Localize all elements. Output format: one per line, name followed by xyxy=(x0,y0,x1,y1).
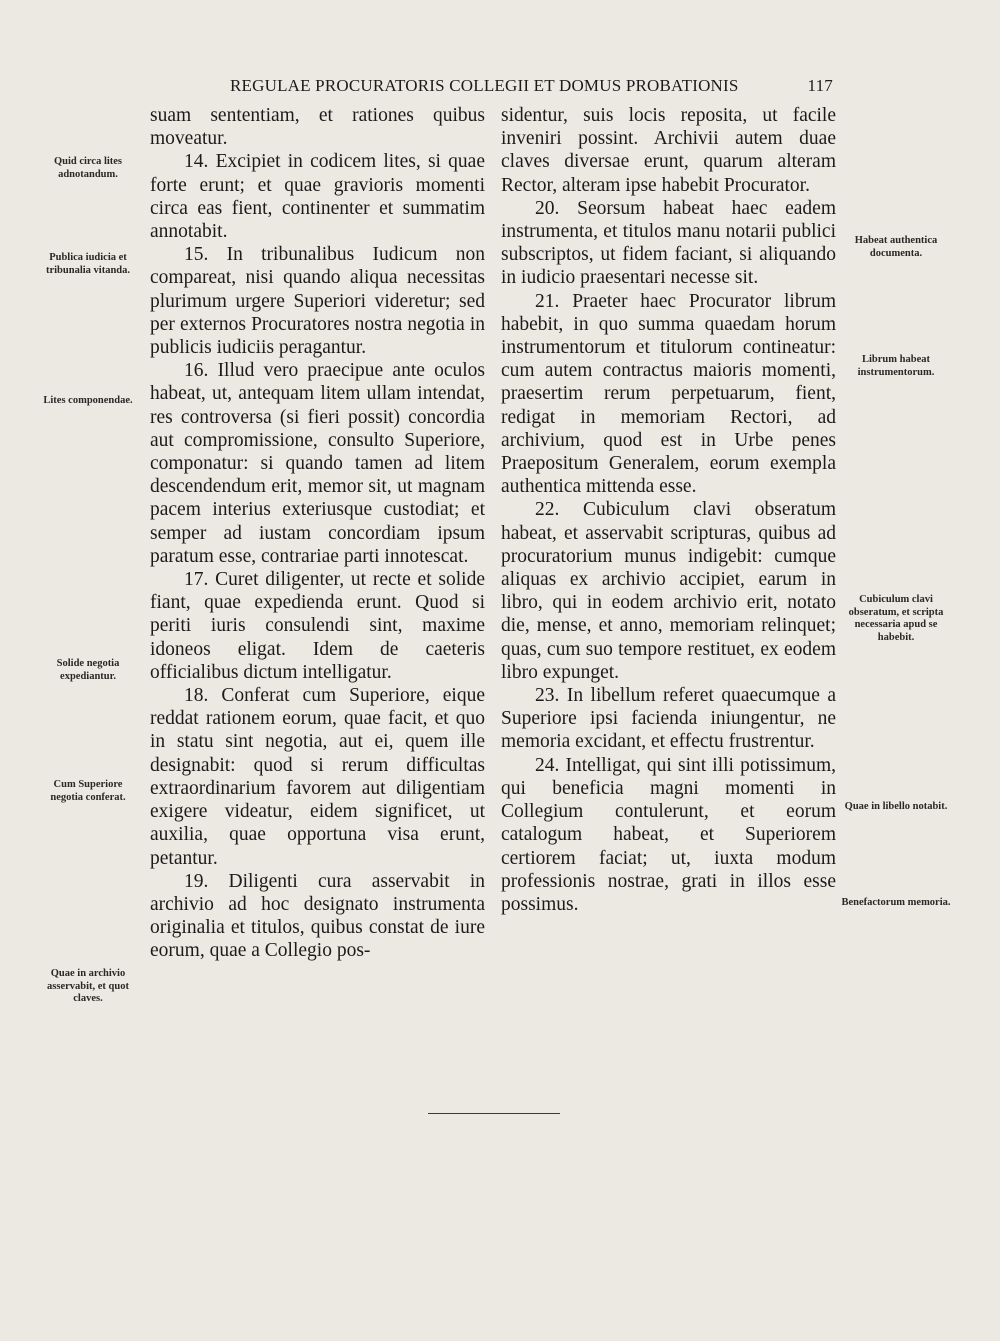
end-rule xyxy=(428,1113,560,1114)
margin-note: Lites componendae. xyxy=(43,395,133,406)
paragraph: 19. Diligenti cura asservabit in archivio ad hoc designato instrumenta originalia et titulos, quibus constat de iure eorum, quae a Collegio pos- xyxy=(150,870,485,962)
margin-note: Solide negotia expediantur. xyxy=(56,658,120,682)
margin-note: Quae in archivio asservabit, et quot claves. xyxy=(47,968,129,1004)
running-header xyxy=(150,76,835,102)
paragraph: 17. Curet diligenter, ut recte et solide fiant, quae expedienda erunt. Quod si periti iuris consulendi sint, maxime idoneos eligat. Idem de caeteris officialibus dictum intelligatur. xyxy=(150,569,485,683)
margin-note: Publica iudicia et tribunalia vitanda. xyxy=(45,252,131,276)
paragraph: sidentur, suis locis reposita, ut facile inveniri possint. Archivii autem duae claves diversae erunt, quarum alteram Rector, alteram ipse habebit Procurator. xyxy=(501,105,836,196)
margin-note: Habeat authentica documenta. xyxy=(854,235,938,259)
paragraph: 22. Cubiculum clavi obseratum habeat, et asservabit scripturas, quibus ad procuratorium munus indigebit: cumque aliquas ex archivio accipiet, earum in libro, qui in eodem archivio erit, notato die, mense, et anno, memoriam relinquet; quas, cum suo tempore restituet, ex eodem libro expunget. xyxy=(501,499,836,683)
margin-note: Benefactorum memoria. xyxy=(841,897,951,908)
right-text-column xyxy=(501,104,836,916)
paragraph: 14. Excipiet in codicem lites, si quae forte erunt; et quae gravioris momenti circa eas fient, continenter et summatim annotabit. xyxy=(150,151,485,243)
margin-note: Cubiculum clavi obseratum, et scripta necessaria apud se habebit. xyxy=(848,594,944,643)
page-number: 117 xyxy=(807,76,833,95)
margin-note: Quid circa lites adnotandum. xyxy=(53,156,123,180)
paragraph: suam sententiam, et rationes quibus moveatur. xyxy=(150,105,485,150)
margin-note: Cum Superiore negotia conferat. xyxy=(50,779,126,803)
running-title: REGULAE PROCURATORIS COLLEGII ET DOMUS PROBATIONIS xyxy=(230,76,739,95)
paragraph: 24. Intelligat, qui sint illi potissimum, qui beneficia magni momenti in Collegium contulerunt, et eorum catalogum habeat, et Superiorem certiorem faciat; ut, iuxta modum professionis nostrae, grati in illos esse possimus. xyxy=(501,754,836,915)
left-text-column xyxy=(150,104,485,963)
paragraph: 21. Praeter haec Procurator librum habebit, in quo summa quaedam horum instrumentorum et titulorum contineatur: cum autem contractus maioris momenti, praesertim rerum perpetuarum, fient, redigat in memoriam Rectori, ad archivium, quod est in Urbe penes Praepositum Generalem, eorum exempla authentica mittenda esse. xyxy=(501,290,836,498)
paragraph: 20. Seorsum habeat haec eadem instrumenta, et titulos manu notarii publici subscriptos, ut fidem faciant, si aliquando in iudicio praesentari necesse sit. xyxy=(501,197,836,289)
paragraph: 23. In libellum referet quaecumque a Superiore ipsi facienda iniungentur, ne memoria excidant, et effectu frustrentur. xyxy=(501,685,836,753)
margin-note: Quae in libello notabit. xyxy=(844,801,948,812)
paragraph: 16. Illud vero praecipue ante oculos habeat, ut, antequam litem ullam intendat, res controversa (si fieri possit) concordia aut compromissione, consulto Superiore, componatur: si quando tamen ad litem descendendum erit, memor sit, ut magnam pacem interius exteriusque custodiat; et semper ad iustam concordiam ipsum paratum esse, contrariae parti innotescat. xyxy=(150,360,485,567)
paragraph: 18. Conferat cum Superiore, eique reddat rationem eorum, quae facit, et quo in statu sint negotia, aut ei, quem ille designabit: quod si rerum difficultas extraordinarium favorem aut diligentiam exigere videatur, eidem significet, ut auxilia, quae opportuna visa erunt, petantur. xyxy=(150,685,485,869)
margin-note: Librum habeat instrumentorum. xyxy=(857,354,935,378)
paragraph: 15. In tribunalibus Iudicum non compareat, nisi quando aliqua necessitas plurimum urgere Superiori videretur; sed per externos Procuratores nostra negotia in publicis iudiciis peragantur. xyxy=(150,244,485,359)
